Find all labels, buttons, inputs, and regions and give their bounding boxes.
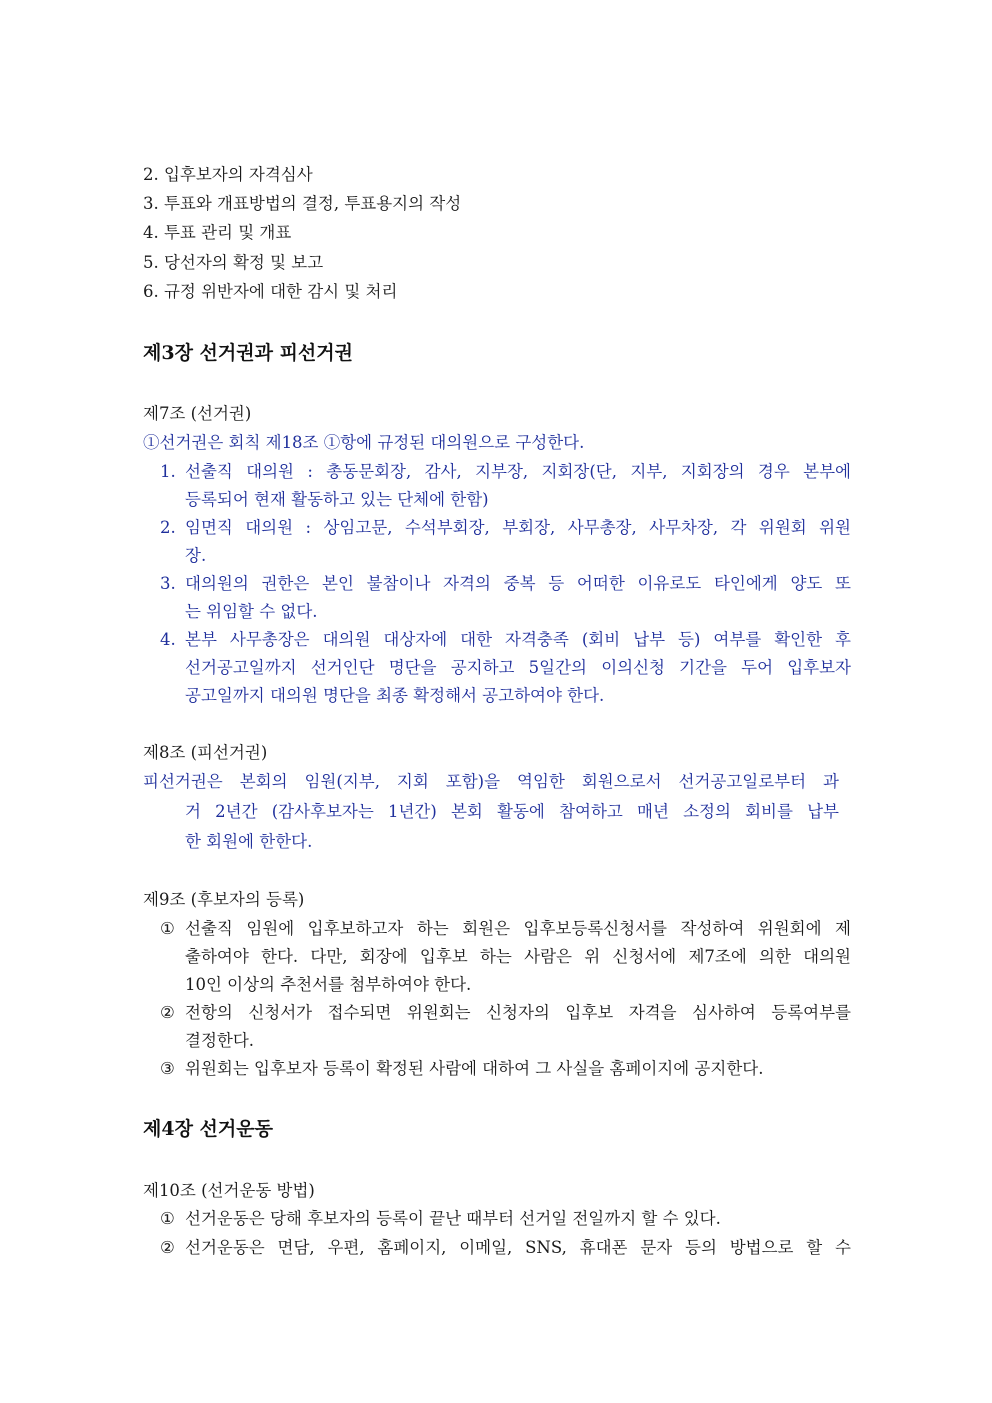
article-7-item-4-line: 선거공고일까지 선거인단 명단을 공지하고 5일간의 이의신청 기간을 두어 입후보자 [185,658,851,677]
article-10-item-number: ① [160,1209,175,1228]
duty-item: 2. 입후보자의 자격심사 [143,165,313,184]
article-9-item-number: ② [160,1003,175,1022]
article-7-item-number: 3. [160,574,176,593]
article-7-intro: ①선거권은 회칙 제18조 ①항에 규정된 대의원으로 구성한다. [143,433,585,452]
article-9-item-2-line: 결정한다. [185,1031,255,1050]
article-9-item-3-line: 위원회는 입후보자 등록이 확정된 사람에 대하여 그 사실을 홈페이지에 공지한다. [185,1059,764,1078]
article-7-item-4-line: 공고일까지 대의원 명단을 최종 확정해서 공고하여야 한다. [185,686,605,705]
duty-item: 4. 투표 관리 및 개표 [143,223,292,242]
duty-item: 3. 투표와 개표방법의 결정, 투표용지의 작성 [143,194,462,213]
article-10-item-number: ② [160,1238,175,1257]
article-7-item-2-line: 임면직 대의원 : 상임고문, 수석부회장, 부회장, 사무총장, 사무차장, 각 위원회 위원 [185,518,851,537]
article-9-title: 제9조 (후보자의 등록) [143,890,305,909]
article-10-item-1-line: 선거운동은 당해 후보자의 등록이 끝난 때부터 선거일 전일까지 할 수 있다. [185,1209,721,1228]
article-9-item-1-line: 10인 이상의 추천서를 첨부하여야 한다. [185,975,472,994]
duty-item: 5. 당선자의 확정 및 보고 [143,253,324,272]
article-7-item-number: 2. [160,518,176,537]
article-7-item-number: 4. [160,630,176,649]
article-8-line: 한 회원에 한한다. [185,832,313,851]
article-7-item-3-line: 대의원의 권한은 본인 불참이나 자격의 중복 등 어떠한 이유로도 타인에게 양도 또 [185,574,851,593]
article-9-item-1-line: 선출직 임원에 입후보하고자 하는 회원은 입후보등록신청서를 작성하여 위원회에 제 [185,919,851,938]
article-7-item-3-line: 는 위임할 수 없다. [185,602,318,621]
article-10-item-2-line: 선거운동은 면담, 우편, 홈페이지, 이메일, SNS, 휴대폰 문자 등의 방법으로 할 수 [185,1238,851,1257]
article-9-item-number: ③ [160,1059,175,1078]
article-7-item-number: 1. [160,462,176,481]
article-7-title: 제7조 (선거권) [143,404,252,423]
article-9-item-1-line: 출하여야 한다. 다만, 회장에 입후보 하는 사람은 위 신청서에 제7조에 의한 대의원 [185,947,851,966]
article-8-line: 피선거권은 본회의 임원(지부, 지회 포함)을 역임한 회원으로서 선거공고일로부터 과 [143,772,839,791]
article-10-title: 제10조 (선거운동 방법) [143,1181,315,1200]
article-8-title: 제8조 (피선거권) [143,743,268,762]
article-9-item-2-line: 전항의 신청서가 접수되면 위원회는 신청자의 입후보 자격을 심사하여 등록여부를 [185,1003,851,1022]
article-8-line: 거 2년간 (감사후보자는 1년간) 본회 활동에 참여하고 매년 소정의 회비를 납부 [185,802,839,821]
article-7-item-2-line: 장. [185,546,207,565]
chapter-3-heading: 제3장 선거권과 피선거권 [143,342,353,364]
article-7-item-1-line: 등록되어 현재 활동하고 있는 단체에 한함) [185,490,489,509]
chapter-4-heading: 제4장 선거운동 [143,1118,273,1140]
article-7-item-1-line: 선출직 대의원 : 총동문회장, 감사, 지부장, 지회장(단, 지부, 지회장의 경우 본부에 [185,462,851,481]
duty-item: 6. 규정 위반자에 대한 감시 및 처리 [143,282,398,301]
article-9-item-number: ① [160,919,175,938]
article-7-item-4-line: 본부 사무총장은 대의원 대상자에 대한 자격충족 (회비 납부 등) 여부를 확인한 후 [185,630,851,649]
